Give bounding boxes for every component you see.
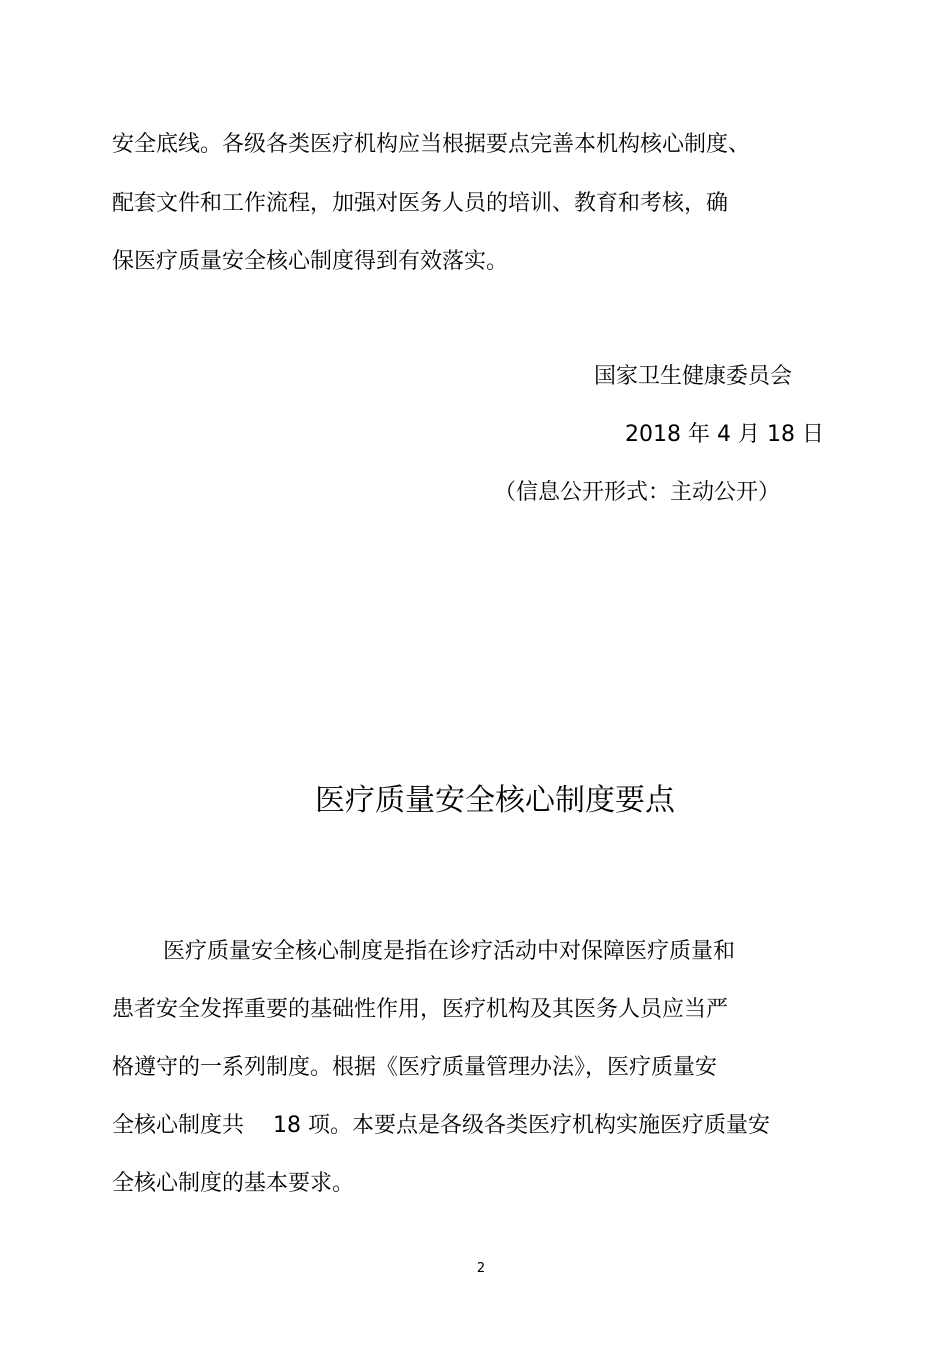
issue-date: 2018 年 4 月 18 日 [625, 422, 824, 447]
intro-line-4: 全核心制度共 18 项。本要点是各级各类医疗机构实施医疗质量安 [112, 1113, 770, 1138]
document-title: 医疗质量安全核心制度要点 [315, 783, 675, 818]
intro-line-2: 患者安全发挥重要的基础性作用，医疗机构及其医务人员应当严 [112, 997, 729, 1022]
preface-line-1: 安全底线。各级各类医疗机构应当根据要点完善本机构核心制度、 [112, 132, 751, 157]
intro-line-1: 医疗质量安全核心制度是指在诊疗活动中对保障医疗质量和 [163, 939, 736, 964]
intro-line-5: 全核心制度的基本要求。 [112, 1171, 355, 1196]
issuer-name: 国家卫生健康委员会 [594, 364, 793, 389]
preface-line-2: 配套文件和工作流程，加强对医务人员的培训、教育和考核，确 [112, 191, 729, 216]
disclosure-type: （信息公开形式：主动公开） [494, 480, 781, 505]
preface-line-3: 保医疗质量安全核心制度得到有效落实。 [112, 249, 509, 274]
page-number: 2 [476, 1261, 486, 1276]
intro-line-3: 格遵守的一系列制度。根据《医疗质量管理办法》，医疗质量安 [112, 1055, 718, 1080]
